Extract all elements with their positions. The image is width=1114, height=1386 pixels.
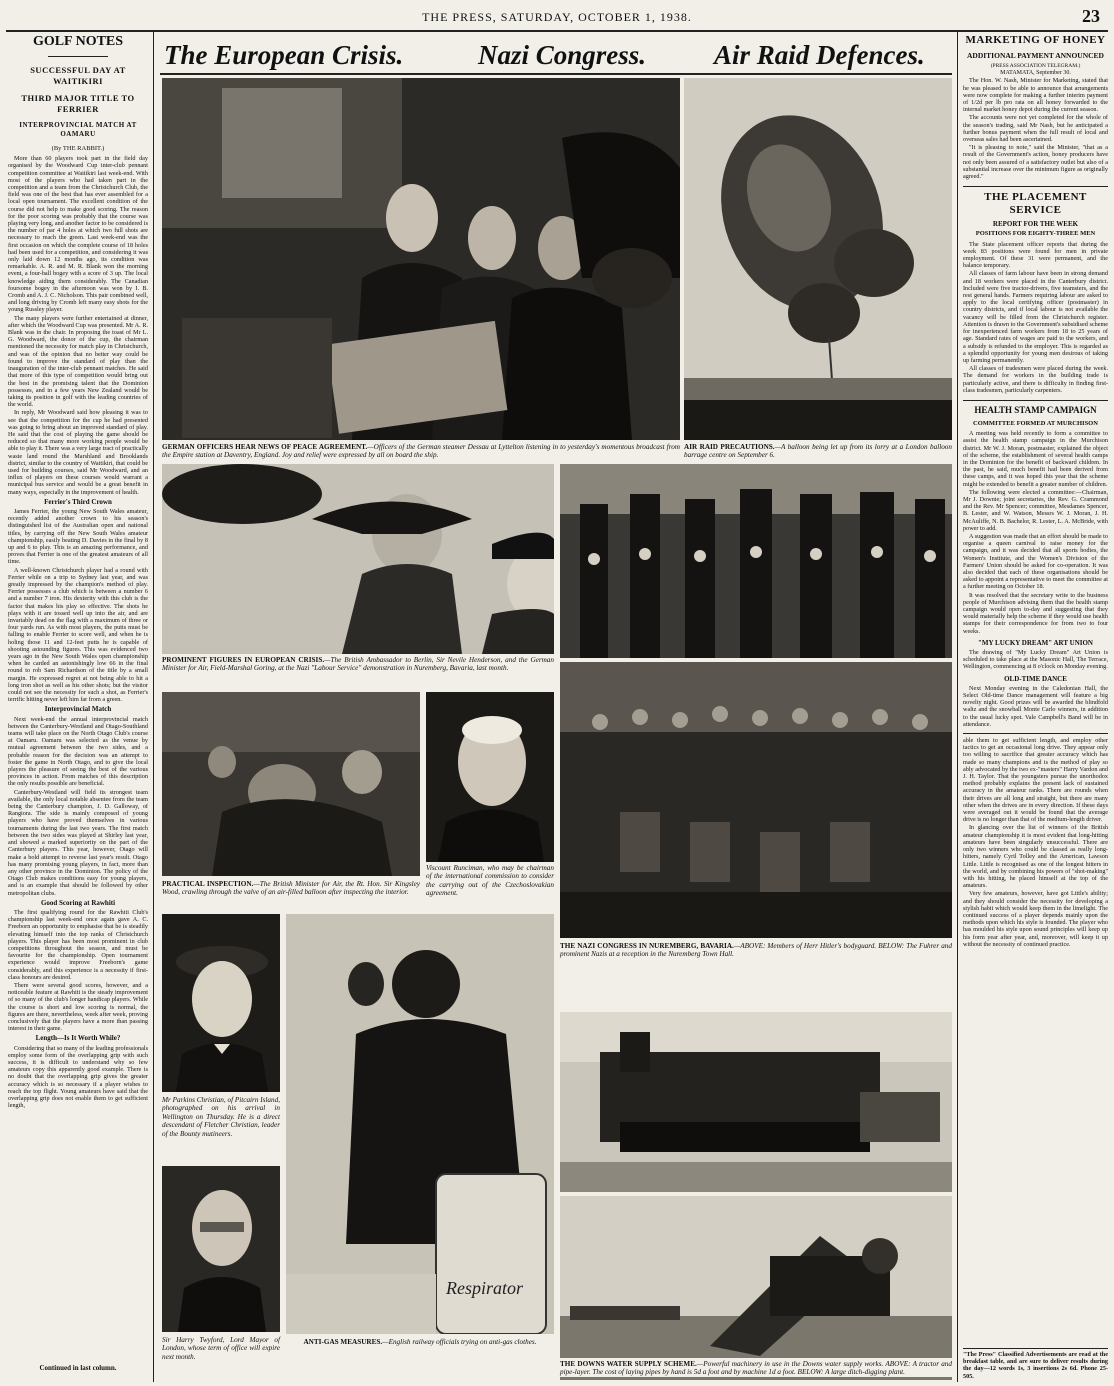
article-paragraph: The first qualifying round for the Rawhiti Club's championship last week-end once again gave A. C. Freeborn an opportunity to emphasise that he is steadily elevating himself into the top ranks of Christchurch players. This player has been most prominent in club competitions throughout the season, and must be favourite for the championship. Open tournament experience would improve Freeborn's game considerably, and this experience is a necessity if first-class honours are desired. — [8, 908, 148, 981]
article-paragraph: The following were elected a committee:—Chairman, Mr J. Downie; joint secretaries, the Rev. G. Crammond and the Rev. Mr Spencer; committee, Mesdames Spencer, B. Lester, and W. Watson, Messrs W. J. Moran, J. H. McAuliffe, N. B. Bachelor, R. Lester, L. A. McBride, with power to add. — [963, 488, 1108, 532]
honey-assoc: (PRESS ASSOCIATION TELEGRAM.) — [990, 63, 1081, 69]
article-paragraph: All classes of tradesmen were placed during the week. The demand for workers in the building trade is particularly active, and there is difficulty in finding first-class tradesmen, particularly carpenters. — [963, 365, 1108, 394]
article-paragraph: Very few amateurs, however, have got Little's ability; and they should consider the necessity for developing a stylish habit which would keep them in the limelight. The continued success of a player depends mainly upon the methods upon which his style is founded. The player who has moulded his style upon sound principles will keep up his form year after year, and, moreover, will keep it up without the necessity of continued practice. — [963, 890, 1108, 948]
column-divider — [153, 32, 154, 1382]
parkins-portrait-image — [162, 914, 280, 1092]
kingsley-wood-image — [162, 692, 420, 876]
golf-byline: (By THE RABBIT.) — [51, 145, 105, 152]
article-paragraph: There were several good scores, however, and a noticeable feature at Rawhiti is the steady improvement of so many of the club's longer handicap players. While the course is short and low scoring is normal, the figures are there, nevertheless, week after week, proving conclusively that the players have a more than passing interest in their game. — [8, 981, 148, 1033]
parkins-christian-photo — [162, 914, 280, 1092]
banner-rule — [160, 73, 952, 75]
ditch-digger-image — [560, 1196, 952, 1380]
german-officers-image — [162, 78, 680, 440]
top-rule — [6, 30, 1108, 32]
banner-european-crisis: The European Crisis. — [164, 40, 404, 70]
honey-dateline: MATAMATA, September 30. — [1000, 70, 1071, 77]
article-paragraph: Next Monday evening in the Caledonian Hall, the Select Old-time Dance management will feature a big novelty night. Good prizes will be awarded the blindfold waltz and the snowball Monte Carlo winners, in addition to the usual lucky spot. Vale Campbell's Band will be in attendance. — [963, 684, 1108, 728]
article-paragraph: The State placement officer reports that during the week 83 positions were found for men in private employment. Of these 31 were permanent, and the balance temporary. — [963, 240, 1108, 270]
article-paragraph: A well-known Christchurch player had a round with Ferrier while on a trip to Sydney last year, and was greatly impressed by the champion's method of play. Ferrier possesses a club which is between a number 6 and a number 7 iron. His dexterity with this club is the factor that makes his play so effective. The shots he plays with it are tossed well up into the air, and are invariably dead on the flag with a maximum of three or four yards run. As with most players, the putts must be falling to enable Ferrier to score well, and when he is holing those 11 and 12-feet putts he is capable of shooting astounding figures. This was evidenced two years ago in the New South Wales open championship when he carded an astonishingly low 66 in the final round to rob Sam Richardson of the title by a small margin. He expressed regret at not being able to hit a long iron shot as well as his other shots; but the visitor could not see the necessity for such a shot, as Ferrier's terrific hitting never left him far from a green. — [8, 566, 148, 704]
ditch-digging-photo — [560, 1196, 952, 1380]
officers-caption: GERMAN OFFICERS HEAR NEWS OF PEACE AGREEMENT.—Officers of the German steamer Dessau at Lyttelton listening in to yesterday's momentous broadcast from the Empire station at Daventry, England. Joy and relief were expressed by all on board the ship. — [162, 443, 680, 460]
placement-heading: THE PLACEMENT SERVICE — [984, 191, 1087, 217]
henderson-goring-image — [162, 464, 554, 654]
page-number: 23 — [1082, 6, 1100, 26]
town-hall-reception-image — [560, 662, 952, 938]
article-paragraph: The accounts were not yet completed for the whole of the season's trading, said Mr Nash, but he anticipated a further bonus payment when the full result of local and overseas sales had been ascertained. — [963, 114, 1108, 144]
placement-sub1: REPORT FOR THE WEEK — [992, 220, 1079, 229]
masthead — [0, 6, 1114, 28]
article-paragraph: "It is pleasing to note," said the Minister, "that as a result of the Government's action, honey producers have not only been assured of a satisfactory outlet but also of a substantial increase over the minimum figure as originally agreed." — [963, 144, 1108, 181]
article-paragraph: A meeting was held recently to form a committee to assist the health stamp campaign in the Murchison district. Mr W. J. Moran, postmaster, explained the object of the scheme, the establishment of several health camps in the Dominion for the benefit of backward children. In the past, he said, much benefit had been derived from these camps, and it was hoped this year that the scheme might be extended to benefit a greater number of children. — [963, 430, 1108, 488]
article-paragraph: The drawing of "My Lucky Dream" Art Union is scheduled to take place at the Masonic Hall, The Terrace, Wellington, commencing at 8 o'clock on Monday evening. — [963, 649, 1108, 671]
banner-air-raid: Air Raid Defences. — [714, 40, 925, 70]
article-paragraph: The Hon. W. Nash, Minister for Marketing, stated that he was pleased to be able to announce that arrangements were now complete for making a further interim payment of 1/2d per lb pro rata on all honey forwarded to the internal market honey depot during the current season. — [963, 77, 1108, 114]
article-paragraph: In reply, Mr Woodward said how pleasing it was to see that the competition for the cup he had presented was going to bring about an improved standard of play. He said that the cost of playing the game should be reduced so that many more working people would be able to play it. There was a very large tract of practically waste land round the Marshland and Brooklands district, similar to the country of Waitikiri, that could be used for building courses, said Mr Woodward, and an influx of players on these courses would warrant a municipal bus service and would be a great benefit in many ways, especially in the improvement of health. — [8, 409, 148, 496]
classified-notice: "The Press" Classified Advertisements are read at the breakfast table, and are sure to deliver results during the day—12 words 1s, 3 insertions 2s 6d. Phone 25-505. — [963, 1348, 1108, 1380]
runciman-portrait-image — [426, 692, 554, 862]
parkins-caption: Mr Parkins Christian, of Pitcairn Island, photographed on his arrival in Wellington on Thursday. He is a direct descendant of Fletcher Christian, leader of the Bounty mutineers. — [162, 1096, 280, 1138]
section-subhead: Length—Is It Worth While? — [35, 1034, 121, 1043]
article-paragraph: In glancing over the list of winners of the British amateur championship it is most evident that long-hitting amateurs have been singularly unsuccessful. There are only two winners who could be classed as really long-hitters, namely Cyril Tolley and the American, Lawson Little. Little is recognised as one of the longest hitters in the world, and by combining his powers of "shot-making" with his hitting, he placed himself at the top of the amateurs. — [963, 824, 1108, 890]
respirator-label: Respirator — [446, 1278, 524, 1298]
golf-subheading-1: SUCCESSFUL DAY AT WAITIKIRI — [30, 65, 126, 86]
honey-subheading: ADDITIONAL PAYMENT ANNOUNCED — [967, 51, 1104, 60]
column-divider — [957, 32, 958, 1382]
golf-subheading-2: THIRD MAJOR TITLE TO FERRIER — [21, 93, 135, 114]
article-paragraph: Next week-end the annual interprovincial match between the Canterbury-Westland and Otago-Southland teams will take place on the North Otago Club's course at Oamaru. Oamaru was selected as the venue by mutual agreement between the two sides, and a probable reason for the decision was an attempt to foster the game in North Otago, and to give the local players the pleasure of seeing the best of the various provinces in action. From matches of this description the only results possible are beneficial. — [8, 715, 148, 788]
section-subhead: Good Scoring at Rawhiti — [40, 898, 116, 907]
article-paragraph: Canterbury-Westland will field its strongest team available, the only local notable absentee from the team being the Canterbury champion, J. D. Galloway, of Rangiora. The side is mainly composed of young players who have proved themselves in various tournaments during the last two years. The first match between the two sides was played at Shirley last year, and showed a marked superiority on the part of the Canterbury players. This year, however, Otago will make a bold attempt to reverse last year's result. Otago has many promising young players, in fact, more than any other province in the Dominion. The policy of the Otago Club makes conditions easy for young players, and is an example that should be followed by other metropolitan clubs. — [8, 788, 148, 897]
tractor-image — [560, 1012, 952, 1192]
twyford-photo — [162, 1166, 280, 1332]
golf-notes-column — [8, 34, 148, 1380]
twyford-caption: Sir Harry Twyford, Lord Mayor of London, whose term of office will expire next month. — [162, 1336, 280, 1361]
article-paragraph: James Ferrier, the young New South Wales amateur, recently added another crown to his season's distinguished list of the Australian open and national titles, by carrying off the New South Wales amateur championship, easily beating D. Davies in the final by 8 up and 6 to play. This is an amazing performance, and proves that Ferrier is one of the greatest amateurs of all time. — [8, 507, 148, 566]
nazi-reception-photo — [560, 662, 952, 938]
nazi-caption: THE NAZI CONGRESS IN NUREMBERG, BAVARIA.—ABOVE: Members of Herr Hitler's bodyguard. BELOW: The Fuhrer and prominent Nazis at a reception in the Nuremberg Town Hall. — [560, 942, 952, 959]
section-subhead: Interprovincial Match — [44, 705, 112, 714]
placement-sub2: POSITIONS FOR EIGHTY-THREE MEN — [975, 230, 1096, 238]
health-sub: COMMITTEE FORMED AT MURCHISON — [973, 419, 1098, 427]
article-paragraph: Considering that so many of the leading professionals employ some form of the overlapping grip with such success, it is difficult to understand why so few amateurs copy this apparently good example. There is no doubt that the overlapping grip gives the greater accuracy which is so necessary if a player wishes to reach the top flight. Young amateurs have said that the overlapping grip does not enable them to get sufficient length, — [8, 1044, 148, 1110]
banner-nazi-congress: Nazi Congress. — [478, 40, 647, 70]
article-paragraph: All classes of farm labour have been in strong demand and 18 workers were placed in the Canterbury district. Included were five tractor-drivers, five teamsters, and the rest general hands. Farmers requiring labour are asked to apply to the local certifying officer (postmaster) in country districts, and if local labour is not available the vacancy will be filled from the Christchurch register. Attention is drawn to the Government's subsidised scheme for inexperienced farm workers from 18 to 25 years of age. Standard rates of wages are paid to the workers, and a subsidy is refunded to the employer. This is regarded as a splendid opportunity for young men desirous of taking up farming permanently. — [963, 270, 1108, 364]
anti-gas-clothes-image — [286, 914, 554, 1334]
right-column — [963, 34, 1108, 1380]
anti-gas-photo — [286, 914, 554, 1334]
masthead-title: THE PRESS, SATURDAY, OCTOBER 1, 1938. — [422, 10, 692, 24]
health-heading: HEALTH STAMP CAMPAIGN — [974, 404, 1097, 415]
article-paragraph: A suggestion was made that an effort should be made to organise a queen carnival to raise money for the campaign, and it was decided that all sports bodies, the Women's Institute, and the Women's Division of the Farmers' Union should be asked for co-operation. It was also decided that each of these organisations should be asked to appoint a representative to meet the committee at a further meeting on October 18. — [963, 532, 1108, 591]
balloon-photo — [684, 78, 952, 440]
anti-gas-caption: ANTI-GAS MEASURES.—English railway officials trying on anti-gas clothes. — [303, 1338, 537, 1346]
golf-heading: GOLF NOTES — [32, 34, 124, 49]
inspection-caption: PRACTICAL INSPECTION.—The British Minister for Air, the Rt. Hon. Sir Kingsley Wood, crawling through the valve of an air-filled balloon after inspecting the interior. — [162, 880, 420, 897]
german-officers-photo — [162, 78, 680, 440]
tractor-pipe-layer-photo — [560, 1012, 952, 1192]
continued-note: Continued in last column. — [8, 1364, 148, 1372]
article-paragraph: More than 60 players took part in the field day organised by the Woodward Cup inter-club pennant competition committee at Waitikiri last week-end. With most of the players who had taken part in the competition and a team from the Christchurch Club, the field was one of the best that has ever assembled for a local open tournament. The excellent condition of the course did not help to make good scoring. The reason for the poor scoring was probably that the course was playing very long, and another factor to be considered is the number of par 4 holes at which two full shots are necessary to reach the green. Last week-end was the first occasion on which the complete course of 18 holes had been used for a competition, and considering it was only laid down 12 months ago, its condition was remarkable. A. R. and M. R. Blank won the morning event, a four-ball bogey with a score of 3 up. The local knowledge aiding them considerably. The Canadian foursome bogey in the afternoon was won by I. B. Cromb and A. J. C. Nicholson. This pair combined well, and long driving by Cromb left many easy shots for the young Russley player. — [8, 155, 148, 314]
article-paragraph: able them to get sufficient length, and employ other tactics to get an occasional long drive. They appear only too willing to sacrifice that greater accuracy which has made so many champions and is the method of play so ably advocated by the two ex-"masters" Harry Vardon and J. H. Taylor. That the youngsters pursue the unorthodox method probably explains the present lack of sustained accuracy in the amateur ranks. There are rounds when their drives are all long and straight, but there are many other when the drives are in every direction. If these days were averaged out it would be found that the average drive is no longer than that of the medium-length driver. — [963, 737, 1108, 824]
article-paragraph: The many players were further entertained at dinner, after which the Woodward Cup was presented. Mr A. R. Blank was in the chair. In proposing the toast of Mr L. G. Woodward, the donor of the cup, the chairman mentioned the necessity for match play in Christchurch, and was of the opinion that no better way could be found to improve the standard of play than the inauguration of the inter-club pennant matches. He said that more of this type of competition would bring out the best in the promising talent that the Dominion possesses, and in a few years New Zealand would be taking its position in golf with the leading countries of the world. — [8, 314, 148, 409]
figures-caption: PROMINENT FIGURES IN EUROPEAN CRISIS.—The British Ambassador to Berlin, Sir Nevile Henderson, and the German Minister for Air, Field-Marshal Goring, at the Nazi "Labour Service" demonstration in Nuremberg, Bavaria, last month. — [162, 656, 554, 673]
inspection-photo — [162, 692, 420, 876]
balloon-caption: AIR RAID PRECAUTIONS.—A balloon being let up from its lorry at a London balloon barrage centre on September 6. — [684, 443, 952, 460]
honey-heading: MARKETING OF HONEY — [965, 34, 1106, 46]
prominent-figures-photo — [162, 464, 554, 654]
water-caption: THE DOWNS WATER SUPPLY SCHEME.—Powerful machinery in use in the Downs water supply works. ABOVE: A tractor and pipe-layer. The cost of laying pipes by hand is 5d a foot and by machine 1d a foot. BELOW: A large ditch-digging plant. — [560, 1360, 952, 1377]
barrage-balloon-image — [684, 78, 952, 440]
golf-subheading-3: INTERPROVINCIAL MATCH AT OAMARU — [19, 121, 137, 138]
lucky-heading: "MY LUCKY DREAM" ART UNION — [978, 638, 1093, 647]
runciman-caption: Viscount Runciman, who may be chairman of the international commission to consider the carrying out of the Czechoslovakian agreement. — [426, 864, 554, 898]
nazi-bodyguard-photo — [560, 464, 952, 658]
dance-heading: OLD-TIME DANCE — [1004, 674, 1067, 683]
article-paragraph: It was resolved that the secretary write to the business people of Murchison advising them that the health stamp campaign would open to-day and suggesting that they would materially help the scheme if they would use health stamps for their correspondence for from two to four weeks. — [963, 591, 1108, 635]
bodyguard-parade-image — [560, 464, 952, 658]
twyford-portrait-image — [162, 1166, 280, 1332]
section-subhead: Ferrier's Third Crown — [44, 497, 112, 506]
runciman-photo — [426, 692, 554, 862]
